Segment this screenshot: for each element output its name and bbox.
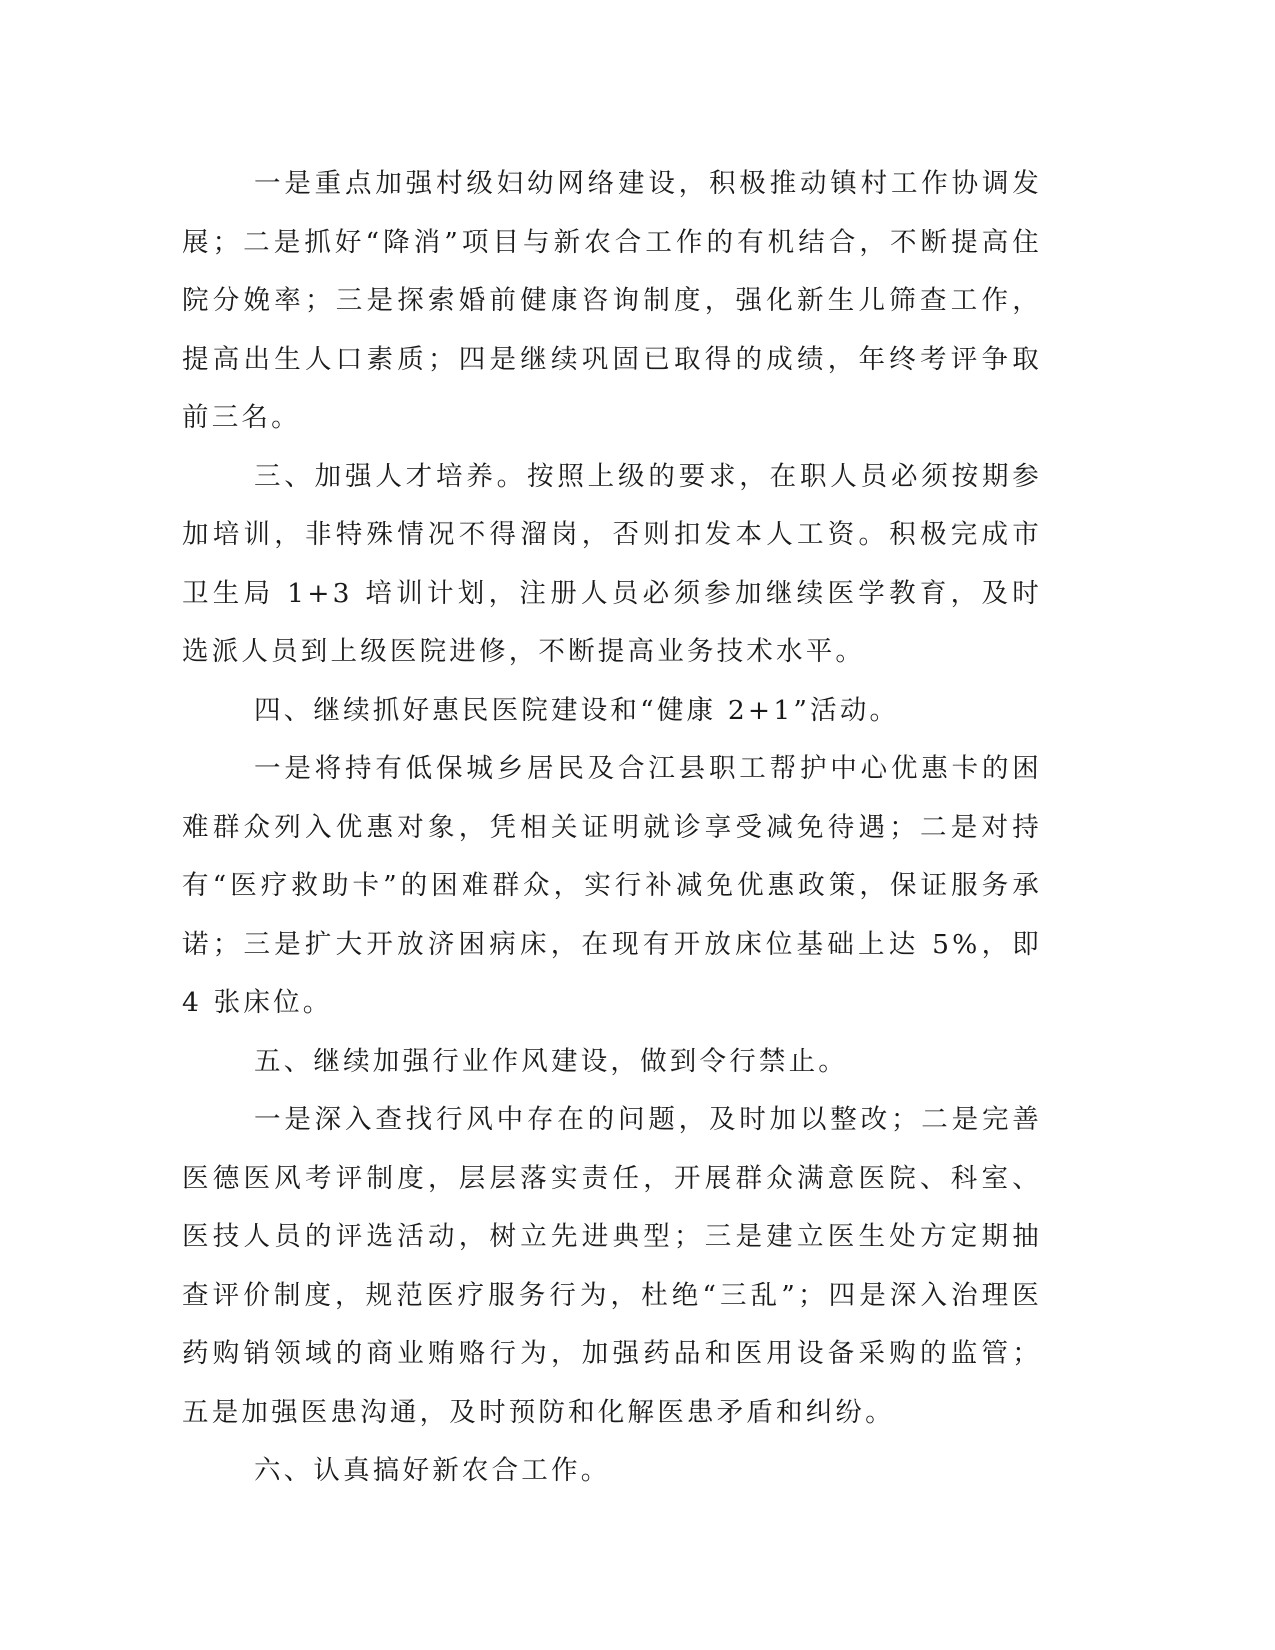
paragraph-heading-work-style: 五、继续加强行业作风建设，做到令行禁止。 — [254, 1045, 848, 1077]
paragraph-heading-huimin-hospital: 四、继续抓好惠民医院建设和“健康 2+1”活动。 — [254, 694, 900, 726]
paragraph-huimin-measures: 一是将持有低保城乡居民及合江县职工帮护中心优惠卡的困难群众列入优惠对象，凭相关证明就诊享受减免待遇；二是对持有“医疗救助卡”的困难群众，实行补减免优惠政策，保证服务承诺；三是扩大开放济困病床，在现有开放床位基础上达 5%，即 4 张床位。 — [182, 753, 1042, 1018]
paragraph-work-style-measures: 一是深入查找行风中存在的问题，及时加以整改；二是完善医德医风考评制度，层层落实责任，开展群众满意医院、科室、医技人员的评选活动，树立先进典型；三是建立医生处方定期抽查评价制度，规范医疗服务行为，杜绝“三乱”；四是深入治理医药购销领域的商业贿赂行为，加强药品和医用设备采购的监管；五是加强医患沟通，及时预防和化解医患矛盾和纠纷。 — [182, 1104, 1042, 1428]
paragraph-heading-new-rural-coop: 六、认真搞好新农合工作。 — [254, 1455, 611, 1486]
paragraph-talent-training: 三、加强人才培养。按照上级的要求，在职人员必须按期参加培训，非特殊情况不得溜岗，否则扣发本人工资。积极完成市卫生局 1+3 培训计划，注册人员必须参加继续医学教育，及时选派人员到上级医院进修，不断提高业务技术水平。 — [182, 460, 1042, 667]
paragraph-maternal-child-health: 一是重点加强村级妇幼网络建设，积极推动镇村工作协调发展；二是抓好“降消”项目与新农合工作的有机结合，不断提高住院分娩率；三是探索婚前健康咨询制度，强化新生儿筛查工作，提高出生人口素质；四是继续巩固已取得的成绩，年终考评争取前三名。 — [182, 168, 1042, 433]
document-body — [182, 155, 1042, 1501]
